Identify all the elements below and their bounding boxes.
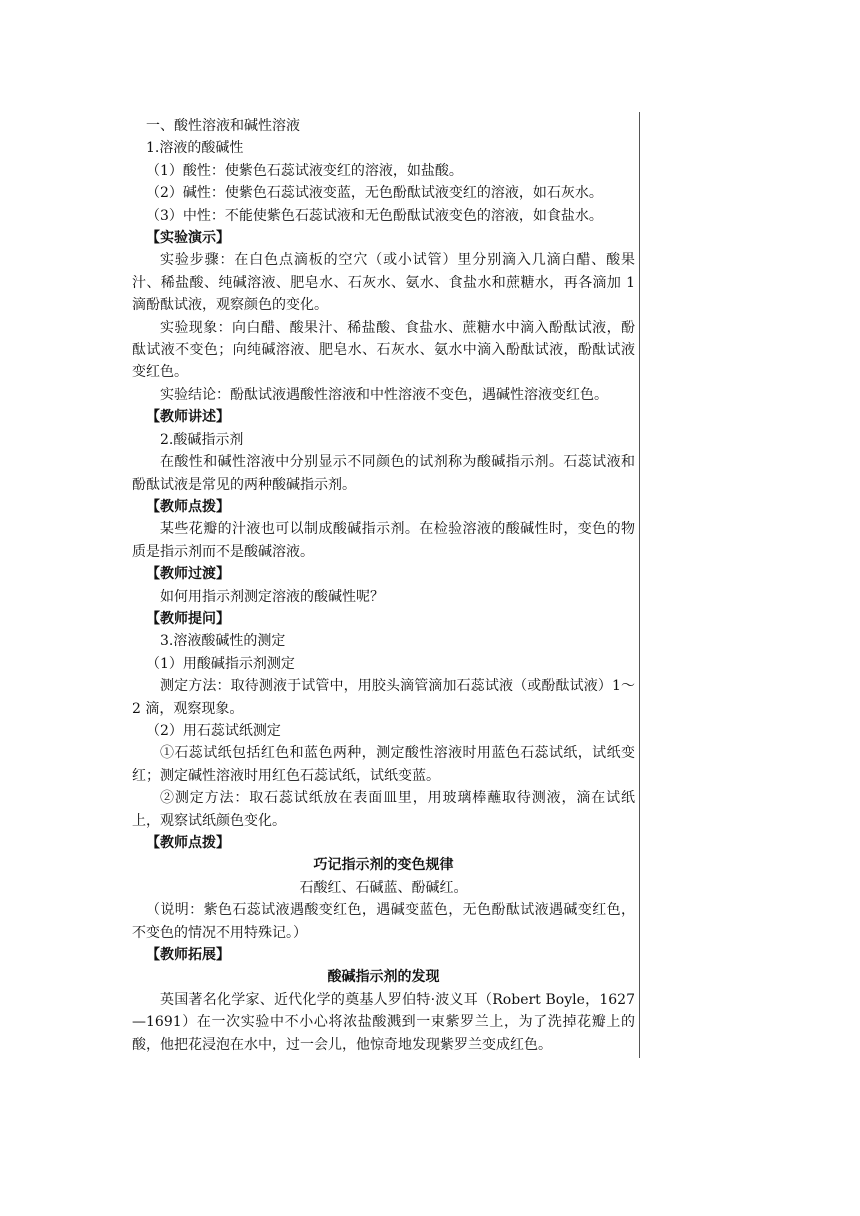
lesson-content [132,115,635,1056]
paragraph: （1）酸性：使紫色石蕊试液变红的溶液，如盐酸。 [146,162,463,179]
paragraph: 实验步骤：在白色点滴板的空穴（或小试管）里分别滴入几滴白醋、酸果汁、稀盐酸、纯碱溶液、肥皂水、石灰水、氨水、食盐水和蔗糖水，再各滴加 1 滴酚酞试液，观察颜色的变化。 [132,252,635,314]
tag-heading: 【教师拓展】 [146,947,230,964]
box-title: 巧记指示剂的变色规律 [313,857,454,874]
subsection-heading: 3.溶液酸碱性的测定 [160,633,286,650]
section-heading: 一、酸性溶液和碱性溶液 [146,118,300,134]
tag-heading: 【实验演示】 [146,230,230,247]
paragraph: ②测定方法：取石蕊试纸放在表面皿里，用玻璃棒蘸取待测液，滴在试纸上，观察试纸颜色变化。 [132,790,635,829]
paragraph: ①石蕊试纸包括红色和蓝色两种，测定酸性溶液时用蓝色石蕊试纸，试纸变红；测定碱性溶液时用红色石蕊试纸，试纸变蓝。 [132,745,635,784]
paragraph: 实验结论：酚酞试液遇酸性溶液和中性溶液不变色，遇碱性溶液变红色。 [160,386,608,403]
tag-heading: 【教师讲述】 [146,409,230,426]
paragraph: 英国著名化学家、近代化学的奠基人罗伯特·波义耳（Robert Boyle，1627—1691）在一次实验中不小心将浓盐酸溅到一束紫罗兰上，为了洗掉花瓣上的酸，他把花浸泡在水中，过一会儿，他惊奇地发现紫罗兰变成红色。 [132,991,635,1053]
paragraph: （1）用酸碱指示剂测定 [146,655,295,672]
paragraph: （2）碱性：使紫色石蕊试液变蓝，无色酚酞试液变红的溶液，如石灰水。 [146,185,603,202]
tag-heading: 【教师提问】 [146,610,230,627]
paragraph: 测定方法：取待测液于试管中，用胶头滴管滴加石蕊试液（或酚酞试液）1～2 滴，观察现象。 [132,678,635,717]
subsection-heading: 2.酸碱指示剂 [160,431,244,448]
table-border-right [639,112,640,1058]
tag-heading: 【教师点拨】 [146,498,230,515]
subsection-heading: 1.溶液的酸碱性 [146,140,244,157]
box-title: 酸碱指示剂的发现 [327,969,440,986]
paragraph: 如何用指示剂测定溶液的酸碱性呢？ [160,588,384,605]
paragraph: （说明：紫色石蕊试液遇酸变红色，遇碱变蓝色，无色酚酞试液遇碱变红色，不变色的情况不用特殊记。） [132,902,635,941]
paragraph: （2）用石蕊试纸测定 [146,722,281,739]
paragraph: （3）中性：不能使紫色石蕊试液和无色酚酞试液变色的溶液，如食盐水。 [146,207,603,224]
paragraph: 实验现象：向白醋、酸果汁、稀盐酸、食盐水、蔗糖水中滴入酚酞试液，酚酞试液不变色；向纯碱溶液、肥皂水、石灰水、氨水中滴入酚酞试液，酚酞试液变红色。 [132,319,635,381]
paragraph: 某些花瓣的汁液也可以制成酸碱指示剂。在检验溶液的酸碱性时，变色的物质是指示剂而不是酸碱溶液。 [132,521,635,560]
mnemonic: 石酸红、石碱蓝、酚碱红。 [299,879,468,896]
paragraph: 在酸性和碱性溶液中分别显示不同颜色的试剂称为酸碱指示剂。石蕊试液和酚酞试液是常见的两种酸碱指示剂。 [132,454,635,493]
tag-heading: 【教师过渡】 [146,566,230,583]
tag-heading: 【教师点拨】 [146,835,230,851]
